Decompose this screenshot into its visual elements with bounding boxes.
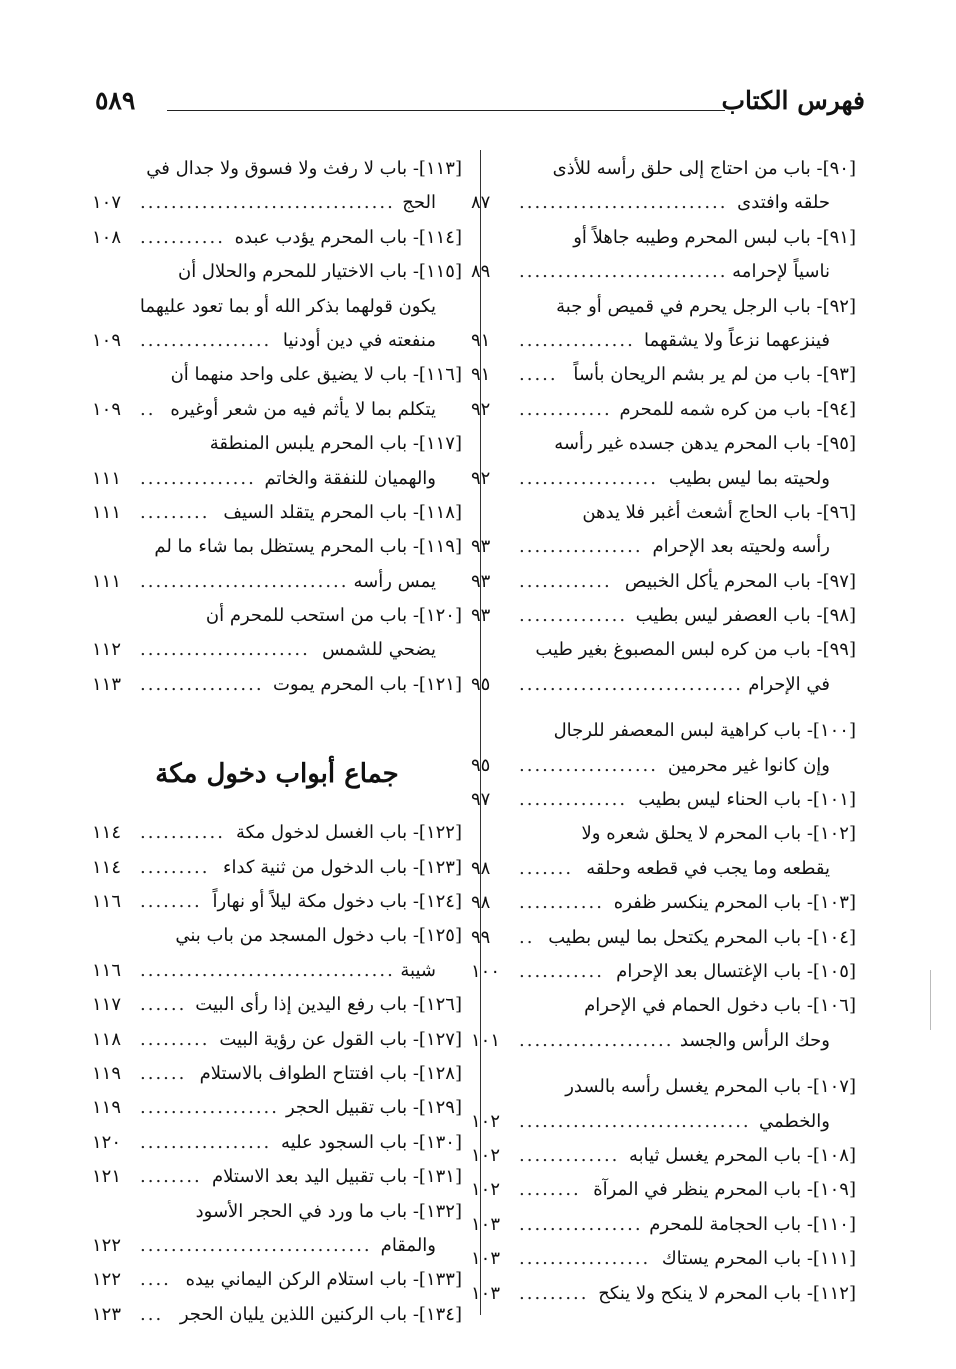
- index-entry-continuation: [92, 393, 462, 427]
- index-entry: [92, 988, 462, 1022]
- index-entry: [92, 152, 462, 186]
- entry-title: [١١٣]- باب لا رفث ولا فسوق ولا جدال في: [146, 158, 462, 179]
- index-column-right: [471, 152, 856, 1311]
- entry-title: منفعته في دين أودنيا: [282, 329, 436, 351]
- entry-title: حلقه وافتدى: [737, 192, 830, 214]
- entry-title: شيبة: [400, 959, 436, 981]
- entry-page-number: ٩٢: [471, 467, 491, 489]
- entry-title: [١٢٣]- باب الدخول من ثنية كداء: [223, 856, 462, 878]
- index-entry: [92, 358, 462, 392]
- leader-dots: ..: [519, 926, 535, 948]
- entry-title: [١١٥]- باب الاختيار للمحرم والحلال أن: [177, 261, 462, 283]
- index-entry: [471, 817, 856, 851]
- entry-page-number: ١١٤: [92, 822, 122, 844]
- leader-dots: ................: [519, 1213, 643, 1235]
- entry-title: [١١٢]- باب المحرم لا ينكح ولا ينكح: [598, 1282, 856, 1304]
- leader-dots: ...........: [519, 960, 604, 982]
- entry-page-number: ٩٣: [471, 570, 491, 592]
- entry-title: وإن كانوا غير محرمين: [667, 754, 830, 776]
- entry-title: ناسياً لإحرامه: [732, 261, 830, 283]
- index-entry: [92, 851, 462, 885]
- entry-page-number: ١٠٣: [471, 1213, 501, 1235]
- leader-dots: .............................: [519, 673, 743, 695]
- leader-dots: .................: [140, 1131, 272, 1153]
- index-entry: [92, 221, 462, 255]
- leader-dots: ................: [140, 673, 264, 695]
- entry-title: [١٢٨]- باب افتتاح الطواف بالاستلام: [199, 1062, 462, 1084]
- leader-dots: ...........: [519, 892, 604, 914]
- leader-dots: ................: [519, 536, 643, 558]
- leader-dots: ......................: [140, 639, 310, 661]
- entry-page-number: ١٠٣: [471, 1282, 501, 1304]
- index-entry: [92, 427, 462, 461]
- leader-dots: ..................: [519, 467, 658, 489]
- leader-dots: ...........................: [519, 192, 728, 214]
- leader-dots: .........: [140, 501, 210, 523]
- entry-title: [١١٧]- باب المحرم يلبس المنطقة: [209, 433, 462, 455]
- leader-dots: ..: [140, 398, 156, 420]
- leader-dots: ..............................: [519, 1110, 751, 1132]
- entry-title: يتكلم بما لا يأثم فيه من شعر أوغيره: [170, 398, 436, 420]
- section-heading: جماع أبواب دخول مكة: [155, 759, 399, 790]
- leader-dots: ...: [140, 1303, 164, 1325]
- entry-title: يمس رأسه: [353, 570, 436, 592]
- index-column-left: [92, 152, 462, 1332]
- entry-title: [١٠٥]- باب الإغتسال بعد الإحرام: [616, 960, 856, 982]
- entry-page-number: ١٠٨: [92, 226, 122, 248]
- index-entry: [471, 1208, 856, 1242]
- leader-dots: ..............................: [140, 1234, 372, 1256]
- entry-page-number: ١٠٩: [92, 398, 122, 420]
- entry-page-number: ١٠٣: [471, 1248, 501, 1270]
- index-entry: [471, 1242, 856, 1276]
- index-entry: [471, 1173, 856, 1207]
- entry-page-number: ١٢٣: [92, 1303, 122, 1325]
- entry-title: [١٣٠]- باب السجود عليه: [280, 1131, 462, 1153]
- leader-dots: .....: [519, 364, 558, 386]
- entry-title: [١١٦]- باب لا يضيق على واحد منهما أن: [170, 364, 462, 386]
- index-entry: [92, 919, 462, 953]
- entry-page-number: ١١٢: [92, 639, 122, 661]
- index-entry-continuation: [92, 565, 462, 599]
- entry-page-number: ١١٧: [92, 994, 122, 1016]
- leader-dots: .................................: [140, 192, 395, 214]
- index-entry: [92, 530, 462, 564]
- leader-dots: ...............: [519, 329, 635, 351]
- margin-mark: [930, 970, 931, 1030]
- entry-title: [٩٥]- باب المحرم يدهن جسده غير رأسه: [554, 433, 856, 455]
- entry-page-number: ١٠٢: [471, 1110, 501, 1132]
- index-entry: [92, 1263, 462, 1297]
- leader-dots: ....................: [519, 1029, 674, 1051]
- entry-page-number: ١١٦: [92, 959, 122, 981]
- entry-title: [١٢٦]- باب رفع اليدين إذا رأى البيت: [195, 994, 462, 1016]
- index-list-pilgrim-rules: [92, 152, 462, 702]
- leader-dots: .................: [519, 1248, 651, 1270]
- index-entry-continuation: [471, 1105, 856, 1139]
- leader-dots: ........: [140, 891, 202, 913]
- index-entry-continuation: [471, 1024, 856, 1058]
- leader-dots: ...........................: [140, 570, 349, 592]
- entry-title: [١٣١]- باب تقبيل اليد بعد الاستلام: [212, 1166, 462, 1188]
- entry-page-number: ١١٨: [92, 1028, 122, 1050]
- entry-title: يضحي للشمس: [322, 639, 436, 661]
- entry-page-number: ١١٤: [92, 856, 122, 878]
- entry-title: والهميان للنفقة والخاتم: [264, 467, 436, 489]
- entry-title: [١٠٧]- باب المحرم يغسل رأسه بالسدر: [565, 1076, 856, 1098]
- entry-page-number: ١١٩: [92, 1097, 122, 1119]
- leader-dots: .......: [519, 857, 574, 879]
- page-header: [95, 86, 865, 126]
- index-entry: [471, 1070, 856, 1104]
- index-entry: [471, 1277, 856, 1311]
- page-number: ٥٨٩: [95, 86, 136, 115]
- index-entry: [471, 496, 856, 530]
- index-entry: [92, 1057, 462, 1091]
- entry-page-number: ٩٢: [471, 398, 491, 420]
- index-entry-continuation: [92, 462, 462, 496]
- page-title: فهرس الكتاب: [721, 86, 865, 115]
- index-entry: [471, 955, 856, 989]
- entry-title: [٩٢]- باب الرجل يحرم في قميص أو جبة: [556, 295, 856, 317]
- leader-dots: ........: [519, 1179, 581, 1201]
- entry-title: [١١١]- باب المحرم يستاك: [661, 1248, 856, 1270]
- leader-dots: .................: [140, 329, 272, 351]
- index-entry: [92, 885, 462, 919]
- entry-page-number: ٩٩: [471, 926, 491, 948]
- index-entry: [471, 565, 856, 599]
- leader-dots: ..............: [519, 605, 628, 627]
- entry-page-number: ١١٩: [92, 1062, 122, 1084]
- entry-page-number: ١١١: [92, 467, 122, 489]
- entry-title: [١١٤]- باب المحرم يؤدب عبده: [234, 226, 462, 248]
- index-entry: [471, 427, 856, 461]
- index-entry-continuation: [471, 749, 856, 783]
- entry-page-number: ١٠٢: [471, 1144, 501, 1166]
- leader-dots: ............: [519, 570, 612, 592]
- entry-title: وحك الرأس والجسد: [679, 1029, 830, 1051]
- index-entry: [92, 1160, 462, 1194]
- index-entry: [92, 1023, 462, 1057]
- index-entry-continuation: [471, 852, 856, 886]
- leader-dots: ...........................: [519, 261, 728, 283]
- leader-dots: .................................: [140, 959, 395, 981]
- entry-page-number: ١٢٢: [92, 1234, 122, 1256]
- entry-page-number: ١٠٢: [471, 1179, 501, 1201]
- entry-title: [١٠٣]- باب المحرم ينكسر ظفره: [613, 892, 856, 914]
- index-entry: [471, 633, 856, 667]
- leader-dots: .........: [519, 1282, 589, 1304]
- entry-title: [٩٠]- باب من احتاج إلى حلق رأسه للأذى: [552, 158, 856, 179]
- entry-title: [١٢٠]- باب من استحب للمحرم أن: [205, 605, 462, 627]
- leader-dots: ...........: [140, 822, 225, 844]
- entry-title: [١٣٣]- باب استلام الركن اليماني بيده: [185, 1269, 462, 1291]
- entry-title: [٩٩]- باب من كره لبس المصبوغ بغير طيب: [535, 639, 856, 661]
- entry-title: يقطعه وما يجب في قطعه وحلقه: [586, 857, 830, 879]
- entry-page-number: ١١١: [92, 570, 122, 592]
- entry-title: [٩٨]- باب العصفر ليس بطيب: [635, 605, 856, 627]
- index-entry: [471, 599, 856, 633]
- entry-page-number: ١٠٠: [471, 960, 501, 982]
- index-entry-continuation: [92, 290, 462, 324]
- entry-page-number: ٩٨: [471, 892, 491, 914]
- index-entry-continuation: [92, 633, 462, 667]
- index-entry: [471, 1139, 856, 1173]
- entry-title: والخطمي: [759, 1110, 830, 1132]
- index-list-entering-mecca: [92, 816, 462, 1332]
- index-entry-continuation: [471, 324, 856, 358]
- entry-page-number: ٩٣: [471, 536, 491, 558]
- leader-dots: ............: [519, 398, 612, 420]
- leader-dots: .............: [519, 1144, 620, 1166]
- index-entry: [92, 599, 462, 633]
- index-entry: [92, 1298, 462, 1332]
- index-entry: [471, 221, 856, 255]
- entry-page-number: ٨٩: [471, 261, 491, 283]
- entry-page-number: ١٠٧: [92, 192, 122, 214]
- entry-page-number: ٩١: [471, 329, 491, 351]
- entry-title: رأسه ولحيته بعد الإحرام: [652, 536, 830, 558]
- index-entry-continuation: [92, 954, 462, 988]
- header-rule: [167, 110, 725, 111]
- entry-page-number: ١٢١: [92, 1166, 122, 1188]
- entry-title: [١٢٧]- باب القول عن رؤية البيت: [219, 1028, 462, 1050]
- index-entry: [92, 816, 462, 850]
- entry-page-number: ١٠٩: [92, 329, 122, 351]
- index-entry: [92, 255, 462, 289]
- index-entry: [471, 783, 856, 817]
- index-entry-continuation: [92, 324, 462, 358]
- entry-page-number: ١١٦: [92, 891, 122, 913]
- entry-title: [١٣٤]- باب الركنين اللذين يليان الحجر: [179, 1303, 462, 1325]
- leader-dots: ......: [140, 1062, 187, 1084]
- entry-page-number: ١٠١: [471, 1029, 501, 1051]
- entry-title: يكون قولهما بذكر الله أو بما تعود عليهما: [139, 295, 436, 317]
- entry-title: [١٠٩]- باب المحرم ينظر في المرآة: [593, 1179, 856, 1201]
- entry-title: [١٠٦]- باب دخول الحمام في الإحرام: [584, 995, 856, 1017]
- index-entry: [471, 714, 856, 748]
- entry-title: [١٠٢]- باب المحرم لا يحلق شعره ولا: [581, 823, 856, 845]
- entry-title: [١٠٤]- باب المحرم يكتحل بما ليس بطيب: [548, 926, 856, 948]
- leader-dots: ..................: [519, 754, 658, 776]
- entry-title: فينزعهما نزعاً ولا يشقهما: [644, 329, 830, 351]
- index-entry-continuation: [471, 255, 856, 289]
- entry-title: [١١٠]- باب الحجامة للمحرم: [649, 1213, 856, 1235]
- entry-title: [١٢٩]- باب تقبيل الحجر: [285, 1097, 462, 1119]
- leader-dots: ......: [140, 994, 187, 1016]
- leader-dots: ..................: [140, 1097, 279, 1119]
- entry-page-number: ٨٧: [471, 192, 491, 214]
- entry-page-number: ١٢٠: [92, 1131, 122, 1153]
- index-entry: [92, 1195, 462, 1229]
- index-entry-continuation: [92, 1229, 462, 1263]
- entry-page-number: ٩٣: [471, 605, 491, 627]
- entry-page-number: ٩٨: [471, 857, 491, 879]
- entry-title: [١٢٤]- باب دخول مكة ليلاً أو نهاراً: [212, 891, 462, 913]
- leader-dots: ..............: [519, 789, 628, 811]
- leader-dots: ...............: [140, 467, 256, 489]
- index-entry: [471, 290, 856, 324]
- entry-page-number: ١١٣: [92, 673, 122, 695]
- entry-title: [٩٤]- باب من كره شمه للمحرم: [619, 398, 856, 420]
- leader-dots: .........: [140, 1028, 210, 1050]
- entry-title: [١٢٥]- باب دخول المسجد من باب بني: [175, 925, 462, 947]
- entry-title: [٩٣]- باب من لم ير بشم الريحان بأساً: [573, 364, 856, 386]
- index-entry: [92, 496, 462, 530]
- index-entry-continuation: [471, 668, 856, 702]
- entry-title: في الإحرام: [748, 673, 830, 695]
- index-entry-continuation: [471, 186, 856, 220]
- entry-title: الحج: [402, 192, 436, 214]
- index-entry: [92, 1091, 462, 1125]
- entry-title: [١٠١]- باب الحناء ليس بطيب: [638, 789, 856, 811]
- entry-page-number: ١١١: [92, 501, 122, 523]
- entry-title: [١٠٠]- باب كراهية لبس المعصفر للرجال: [553, 720, 856, 742]
- entry-title: [١١٩]- باب المحرم يستظل بما شاء ما لم: [154, 536, 462, 558]
- index-entry: [92, 668, 462, 702]
- leader-dots: .........: [140, 856, 210, 878]
- entry-title: [٩١]- باب لبس المحرم وطيبه جاهلاً أو: [573, 226, 856, 248]
- index-entry-continuation: [92, 186, 462, 220]
- leader-dots: ....: [140, 1269, 171, 1291]
- entry-page-number: ٩٥: [471, 754, 491, 776]
- index-entry: [471, 393, 856, 427]
- entry-title: [١٣٢]- باب ما ورد في الحجر الأسود: [195, 1200, 462, 1222]
- index-entry: [471, 152, 856, 186]
- index-entry: [471, 358, 856, 392]
- entry-title: ولحيته بما ليس بطيب: [668, 467, 830, 489]
- leader-dots: ........: [140, 1166, 202, 1188]
- entry-page-number: ٩٥: [471, 673, 491, 695]
- entry-title: [٩٦]- باب الحاج أشعث أغبر فلا يدهن: [582, 501, 856, 523]
- index-entry: [471, 921, 856, 955]
- index-entry-continuation: [471, 530, 856, 564]
- index-entry-continuation: [471, 462, 856, 496]
- entry-title: [١١٨]- باب المحرم يتقلد السيف: [223, 501, 462, 523]
- index-entry: [471, 886, 856, 920]
- entry-title: [١٢٢]- باب الغسل لدخول مكة: [235, 822, 462, 844]
- leader-dots: ...........: [140, 226, 225, 248]
- entry-title: والمقام: [380, 1234, 436, 1256]
- index-entry: [92, 1126, 462, 1160]
- entry-page-number: ١٢٢: [92, 1269, 122, 1291]
- index-entry: [471, 989, 856, 1023]
- entry-title: [١٠٨]- باب المحرم يغسل ثيابه: [628, 1144, 856, 1166]
- entry-page-number: ٩١: [471, 364, 491, 386]
- entry-page-number: ٩٧: [471, 789, 491, 811]
- entry-title: [٩٧]- باب المحرم يأكل الخبيص: [624, 570, 856, 592]
- entry-title: [١٢١]- باب المحرم يموت: [272, 673, 462, 695]
